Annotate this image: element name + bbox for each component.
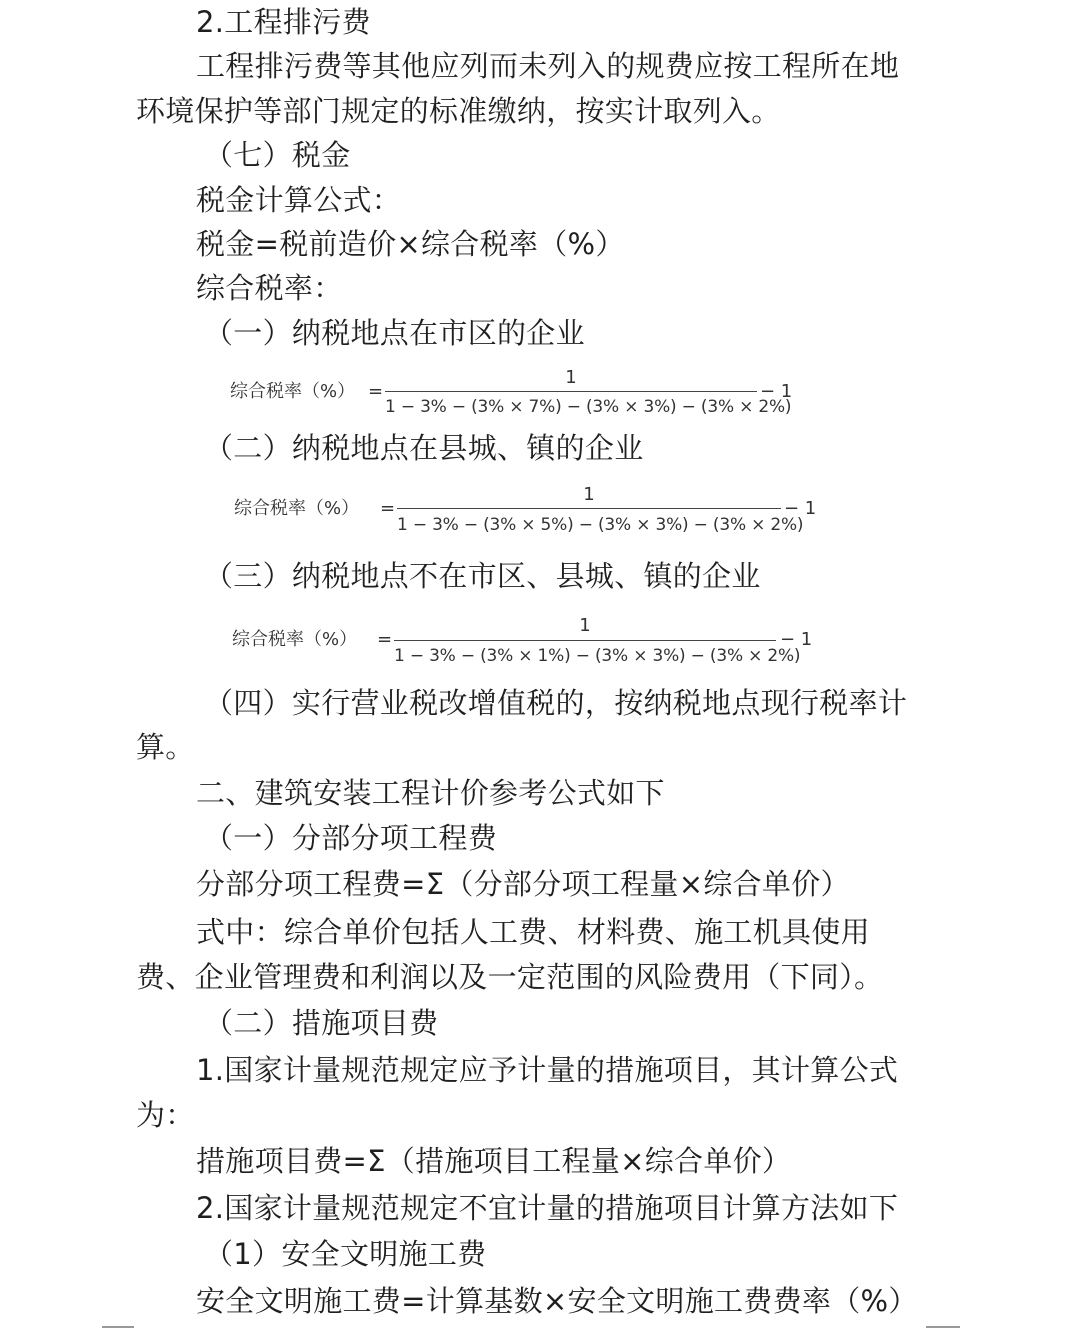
- item-cost-formula: 分部分项工程费=Σ（分部分项工程量×综合单价）: [196, 867, 850, 901]
- paragraph-line: 式中：综合单价包括人工费、材料费、施工机具使用: [196, 915, 870, 949]
- formula-denominator: 1 − 3% − (3% × 1%) − (3% × 3%) − (3% × 2%): [394, 646, 801, 666]
- formula-equals: =: [380, 498, 396, 519]
- formula-label: 综合税率（%）: [230, 381, 356, 402]
- formula-numerator: 1: [583, 484, 595, 505]
- paragraph-line: 环境保护等部门规定的标准缴纳，按实计取列入。: [136, 94, 781, 128]
- formula-label: 综合税率（%）: [234, 498, 360, 519]
- safety-fee-formula: 安全文明施工费=计算基数×安全文明施工费费率（%）: [196, 1284, 918, 1318]
- formula-numerator: 1: [579, 615, 591, 636]
- fraction-bar: [397, 508, 781, 509]
- subheading-rural: （三）纳税地点不在市区、县城、镇的企业: [204, 559, 761, 593]
- heading-tax: （七）税金: [204, 138, 351, 172]
- formula-tail: − 1: [784, 498, 817, 519]
- tax-formula-line: 税金=税前造价×综合税率（%）: [196, 227, 625, 261]
- formula-equals: =: [368, 381, 384, 402]
- formula-denominator: 1 − 3% − (3% × 5%) − (3% × 3%) − (3% × 2%): [397, 515, 804, 535]
- paragraph-line: 综合税率：: [196, 271, 343, 305]
- paragraph-line: 税金计算公式：: [196, 183, 402, 217]
- fraction-bar: [394, 640, 776, 641]
- formula-numerator: 1: [565, 367, 577, 388]
- measures-formula: 措施项目费=Σ（措施项目工程量×综合单价）: [196, 1144, 792, 1178]
- section-heading-pricing: 二、建筑安装工程计价参考公式如下: [196, 776, 665, 810]
- formula-denominator: 1 − 3% − (3% × 7%) − (3% × 3%) − (3% × 2%): [385, 397, 792, 417]
- subheading-vat: （四）实行营业税改增值税的，按纳税地点现行税率计: [204, 686, 908, 720]
- paragraph-line: 1.国家计量规范规定应予计量的措施项目，其计算公式: [196, 1053, 899, 1087]
- subheading-measures: （二）措施项目费: [204, 1006, 439, 1040]
- heading-sewage-fee: 2.工程排污费: [196, 5, 371, 39]
- paragraph-line: 工程排污费等其他应列而未列入的规费应按工程所在地: [196, 49, 900, 83]
- paragraph-line: 为：: [136, 1098, 195, 1132]
- formula-equals: =: [377, 629, 393, 650]
- formula-tail: − 1: [780, 629, 813, 650]
- subheading-item-cost: （一）分部分项工程费: [204, 821, 498, 855]
- page-corner-mark-right: [926, 1326, 960, 1328]
- paragraph-line: 2.国家计量规范规定不宜计量的措施项目计算方法如下: [196, 1191, 899, 1225]
- formula-tail: − 1: [760, 381, 793, 402]
- page-corner-mark-left: [102, 1326, 134, 1328]
- paragraph-line: 算。: [136, 730, 195, 764]
- paragraph-line: 费、企业管理费和利润以及一定范围的风险费用（下同）。: [136, 960, 884, 994]
- subheading-safety: （1）安全文明施工费: [204, 1237, 487, 1271]
- subheading-county: （二）纳税地点在县城、镇的企业: [204, 431, 644, 465]
- formula-label: 综合税率（%）: [232, 629, 358, 650]
- subheading-city: （一）纳税地点在市区的企业: [204, 316, 585, 350]
- fraction-bar: [385, 391, 757, 392]
